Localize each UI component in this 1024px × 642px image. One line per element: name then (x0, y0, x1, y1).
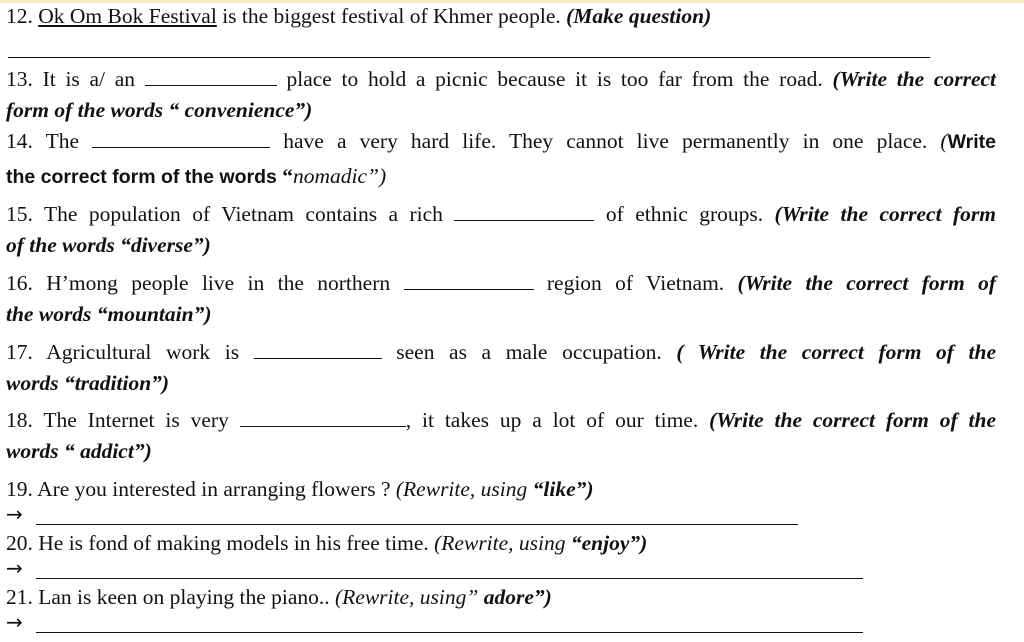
question-instruction: (Rewrite, using” (335, 585, 484, 609)
question-number: 17. (6, 340, 33, 364)
question-instruction: form of the words “ convenience”) (6, 98, 313, 122)
question-18 (6, 408, 996, 432)
paren: ( (940, 129, 948, 153)
question-number: 19. (6, 477, 33, 501)
answer-blank[interactable] (254, 340, 382, 359)
question-instruction: the words “mountain”) (6, 302, 212, 326)
quote-mark: “ (282, 164, 293, 188)
question-16 (6, 271, 996, 295)
question-instruction: words “ addict”) (6, 439, 152, 463)
question-text: The (45, 129, 80, 153)
question-text: The Internet is very (43, 408, 229, 432)
answer-line-20[interactable] (36, 578, 863, 579)
question-instruction: (Write the correct form (774, 202, 996, 226)
question-19 (6, 477, 594, 501)
question-number: 18. (6, 408, 33, 432)
answer-line-12[interactable] (8, 57, 930, 58)
question-text: Are you interested in arranging flowers ? (37, 477, 396, 501)
question-text: He is fond of making models in his free time. (38, 531, 435, 555)
question-14 (6, 129, 996, 154)
question-keyword: “enjoy”) (570, 531, 648, 555)
question-instruction: (Rewrite, using (395, 477, 533, 501)
question-number: 13. (6, 67, 33, 91)
question-text: , it takes up a lot of our time. (405, 408, 699, 432)
question-12 (6, 4, 711, 28)
answer-blank[interactable] (240, 408, 406, 427)
question-17 (6, 340, 996, 364)
question-instruction: (Rewrite, using (434, 531, 571, 555)
question-20 (6, 531, 647, 555)
question-text: H’mong people live in the northern (46, 271, 391, 295)
arrow-icon: → (6, 502, 23, 526)
question-text: region of Vietnam. (546, 271, 725, 295)
question-text: is the biggest festival of Khmer people. (216, 4, 567, 28)
question-number: 21. (6, 585, 33, 609)
question-17-cont (6, 371, 169, 395)
arrow-icon: → (6, 610, 23, 634)
question-13 (6, 67, 996, 91)
question-instruction: (Write the correct (832, 67, 996, 91)
answer-line-19[interactable] (36, 524, 798, 525)
question-13-cont (6, 98, 312, 122)
question-instruction: of the words “diverse”) (6, 233, 211, 257)
question-18-cont (6, 439, 152, 463)
question-keyword: adore”) (483, 585, 552, 609)
question-instruction: Write (947, 131, 996, 153)
question-15-cont (6, 233, 211, 257)
question-text: Lan is keen on playing the piano.. (38, 585, 335, 609)
question-21 (6, 585, 552, 609)
question-text: have a very hard life. They cannot live permanently in one place. (283, 129, 928, 153)
question-15 (6, 202, 996, 226)
question-keyword: “like”) (532, 477, 594, 501)
question-number: 20. (6, 531, 33, 555)
question-text: It is a/ an (42, 67, 136, 91)
question-instruction: ( Write the correct form of the (676, 340, 997, 364)
question-text: The population of Vietnam contains a rich (43, 202, 443, 226)
question-text: Agricultural work is (46, 340, 240, 364)
question-number: 14. (6, 129, 33, 153)
question-instruction: the correct form of the words (6, 166, 277, 188)
question-instruction: (Write the correct form of (737, 271, 997, 295)
page-top-edge (0, 0, 1024, 3)
arrow-icon: → (6, 556, 23, 580)
answer-blank[interactable] (92, 129, 270, 148)
answer-blank[interactable] (454, 202, 594, 221)
question-instruction: (Make question) (566, 4, 712, 28)
question-number: 15. (6, 202, 33, 226)
answer-blank[interactable] (404, 271, 534, 290)
question-instruction: (Write the correct form of the (709, 408, 997, 432)
question-instruction: words “tradition”) (6, 371, 170, 395)
question-14-cont (6, 164, 386, 189)
question-number: 16. (6, 271, 33, 295)
answer-blank[interactable] (145, 67, 277, 86)
question-number: 12. (6, 4, 33, 28)
question-keyword: nomadic”) (293, 164, 387, 188)
question-text: seen as a male occupation. (396, 340, 662, 364)
question-text: of ethnic groups. (605, 202, 764, 226)
question-text: place to hold a picnic because it is too far from the road. (286, 67, 823, 91)
underlined-phrase: Ok Om Bok Festival (38, 4, 217, 28)
answer-line-21[interactable] (36, 632, 863, 633)
question-16-cont (6, 302, 212, 326)
